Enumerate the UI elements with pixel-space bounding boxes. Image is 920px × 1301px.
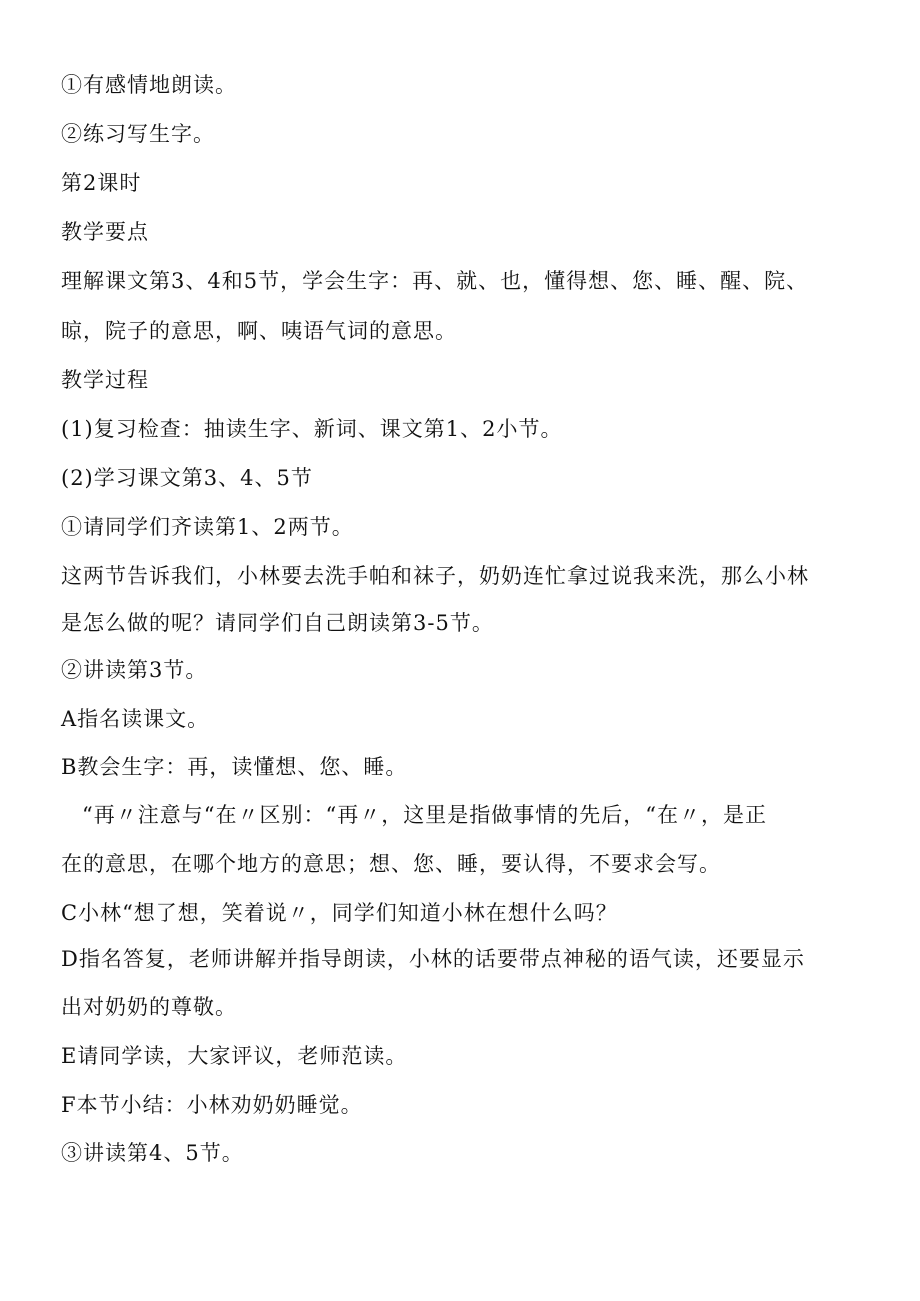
- text-line: F本节小结：小林劝奶奶睡觉。: [61, 1093, 363, 1117]
- lesson-heading: 第2课时: [61, 171, 142, 195]
- text-line: ②练习写生字。: [61, 122, 215, 146]
- text-line: D指名答复，老师讲解并指导朗读，小林的话要带点神秘的语气读，还要显示: [61, 947, 805, 971]
- text-line: (2)学习课文第3、4、5节: [61, 466, 313, 490]
- text-line: C小林“想了想，笑着说〃，同学们知道小林在想什么吗？: [61, 901, 618, 925]
- text-line: B教会生字：再，读懂想、您、睡。: [61, 755, 408, 779]
- text-line: E请同学读，大家评议，老师范读。: [61, 1044, 408, 1068]
- text-line: 晾，院子的意思，啊、咦语气词的意思。: [61, 319, 457, 343]
- text-line: ①请同学们齐读第1、2两节。: [61, 515, 354, 539]
- text-line: “再〃注意与“在〃区别：“再〃，这里是指做事情的先后，“在〃，是正: [82, 803, 767, 827]
- text-line: 理解课文第3、4和5节，学会生字：再、就、也，懂得想、您、睡、醒、院、: [61, 269, 809, 293]
- section-heading: 教学要点: [61, 220, 149, 244]
- text-line: 出对奶奶的尊敬。: [61, 995, 237, 1019]
- text-line: ③讲读第4、5节。: [61, 1141, 244, 1165]
- text-line: 在的意思，在哪个地方的意思；想、您、睡，要认得，不要求会写。: [61, 852, 721, 876]
- section-heading: 教学过程: [61, 368, 149, 392]
- text-line: ①有感情地朗读。: [61, 73, 237, 97]
- text-line: (1)复习检查：抽读生字、新词、课文第1、2小节。: [61, 417, 563, 441]
- text-line: 是怎么做的呢？请同学们自己朗读第3-5节。: [61, 611, 494, 635]
- text-line: ②讲读第3节。: [61, 658, 208, 682]
- text-line: A指名读课文。: [61, 707, 210, 731]
- text-line: 这两节告诉我们，小林要去洗手帕和袜子，奶奶连忙拿过说我来洗，那么小林: [61, 564, 809, 588]
